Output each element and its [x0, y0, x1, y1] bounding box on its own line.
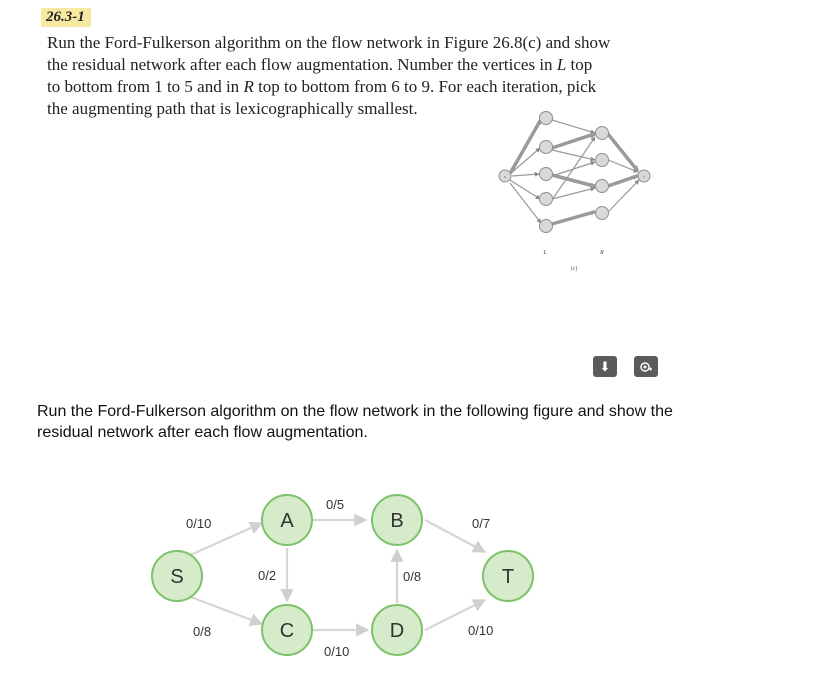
edge-label-B-T: 0/7	[472, 516, 491, 531]
edge-S-C	[188, 596, 262, 624]
download-button[interactable]	[593, 356, 617, 377]
edge-label-D-T: 0/10	[468, 623, 494, 638]
share-button[interactable]	[634, 356, 658, 377]
node-r7	[596, 154, 609, 167]
problem-var-R: R	[243, 77, 254, 96]
problem-line-3b: top to bottom from 6 to 9. For each iteration, pick	[253, 77, 597, 96]
share-icon	[638, 359, 654, 375]
node-label-C: C	[279, 620, 295, 642]
problem-line-3a: to bottom from 1 to 5 and in	[47, 77, 244, 96]
node-r9	[596, 207, 609, 220]
small-figure-edges	[510, 120, 639, 224]
node-l1	[540, 112, 553, 125]
problem-line-1: Run the Ford-Fulkerson algorithm on the flow network in Figure 26.8(c) and show	[47, 33, 611, 52]
node-l4	[540, 193, 553, 206]
edge-label-C-D: 0/10	[324, 644, 350, 659]
node-r6	[596, 127, 609, 140]
problem-var-L: L	[556, 55, 567, 74]
node-l2	[540, 141, 553, 154]
problem-line-2a: the residual network after each flow augmentation. Number the vertices in	[47, 55, 557, 74]
problem-line-2b: top	[566, 55, 593, 74]
node-label-T: T	[501, 566, 515, 588]
small-label-L: L	[543, 250, 547, 256]
small-figure-nodes	[499, 112, 650, 233]
node-r8	[596, 180, 609, 193]
flow-network-edges	[188, 520, 485, 630]
flow-network-node-labels	[170, 510, 514, 642]
edge-label-A-C: 0/2	[258, 568, 277, 583]
flow-network-edge-labels	[186, 497, 493, 659]
question-text: Run the Ford-Fulkerson algorithm on the flow network in the following figure and show the residual network after each flow augmentation.	[37, 403, 673, 441]
small-label-R: R	[600, 250, 604, 256]
node-l3	[540, 168, 553, 181]
node-label-B: B	[390, 510, 404, 532]
download-icon: ⬇	[599, 358, 611, 374]
small-label-t: t	[643, 174, 645, 179]
edge-label-D-B: 0/8	[403, 569, 422, 584]
edge-label-S-C: 0/8	[193, 624, 212, 639]
edge-label-S-A: 0/10	[186, 516, 212, 531]
edge-label-A-B: 0/5	[326, 497, 345, 512]
small-label-s: s	[504, 174, 506, 179]
small-caption: (c)	[570, 266, 578, 272]
problem-line-4: the augmenting path that is lexicographically smallest.	[47, 99, 418, 118]
node-l5	[540, 220, 553, 233]
node-label-A: A	[280, 510, 294, 532]
node-label-S: S	[170, 566, 184, 588]
problem-number: 26.3-1	[41, 8, 91, 27]
node-label-D: D	[389, 620, 405, 642]
